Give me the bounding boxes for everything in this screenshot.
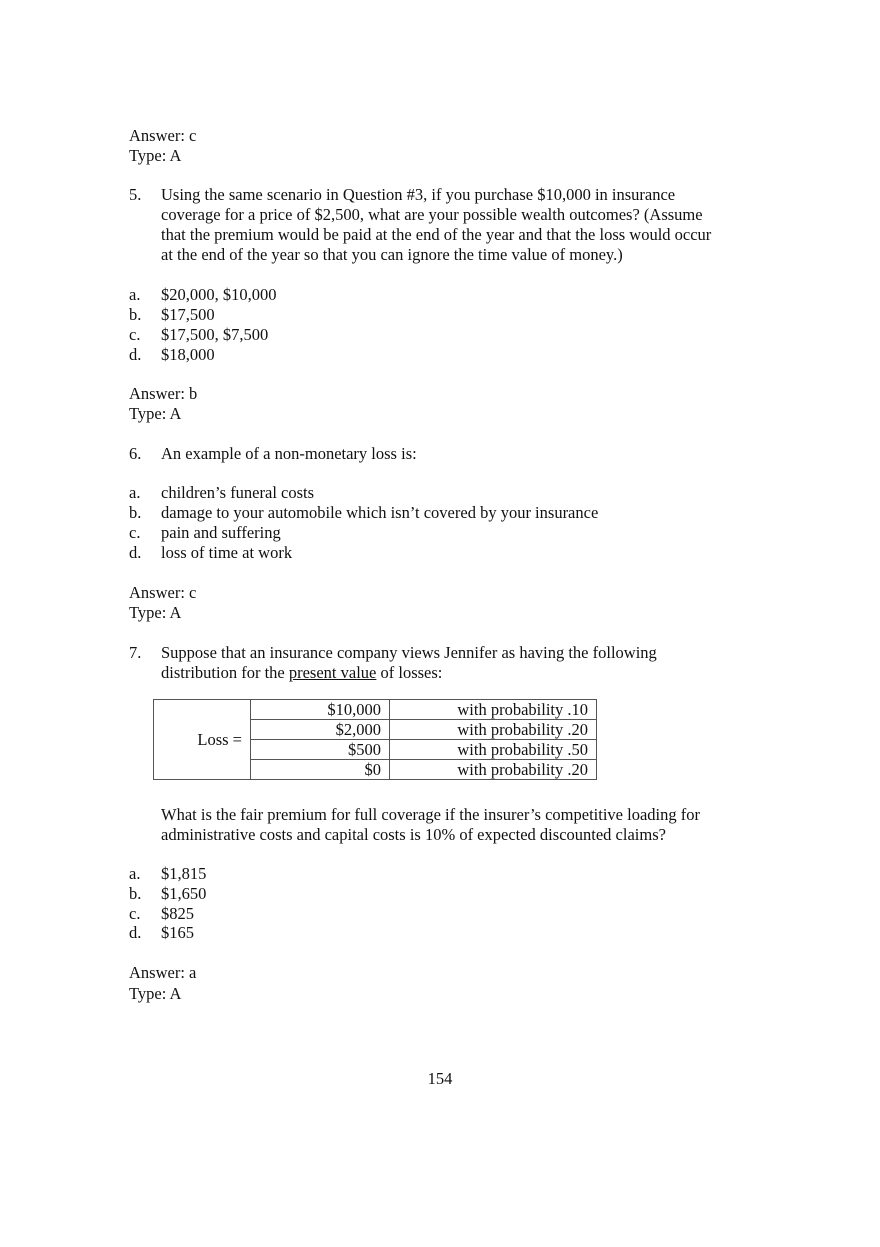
q6-option-b-text: damage to your automobile which isn’t covered by your insurance [161, 503, 599, 522]
question-7-follow-line: What is the fair premium for full coverage if the insurer’s competitive loading for [161, 805, 700, 824]
loss-amount: $0 [251, 760, 390, 780]
q7-option-d-text: $165 [161, 923, 194, 942]
previous-type: Type: A [129, 146, 182, 165]
question-5-number: 5. [129, 185, 142, 204]
question-7-line-post: of losses: [376, 663, 443, 682]
loss-amount: $10,000 [251, 700, 390, 720]
q5-option-b-text: $17,500 [161, 305, 215, 324]
loss-label: Loss = [154, 700, 251, 780]
q7-option-a-text: $1,815 [161, 864, 207, 883]
question-7-line-pre: distribution for the [161, 663, 289, 682]
loss-probability: with probability .50 [390, 740, 597, 760]
question-7-number: 7. [129, 643, 142, 662]
q5-option-a-text: $20,000, $10,000 [161, 285, 277, 304]
q7-option-c-text: $825 [161, 904, 194, 923]
question-6-number: 6. [129, 444, 142, 463]
question-6-type: Type: A [129, 603, 182, 622]
q7-option-a-letter: a. [129, 864, 141, 883]
q7-option-c-letter: c. [129, 904, 141, 923]
q5-option-b-letter: b. [129, 305, 142, 324]
previous-answer: Answer: c [129, 126, 197, 145]
q6-option-c-letter: c. [129, 523, 141, 542]
question-5-line: that the premium would be paid at the end of the year and that the loss would occur [161, 225, 712, 244]
q6-option-d-letter: d. [129, 543, 142, 562]
q5-option-a-letter: a. [129, 285, 141, 304]
q5-option-c-letter: c. [129, 325, 141, 344]
page-number: 154 [427, 1069, 453, 1088]
question-7-follow-up [161, 805, 761, 845]
question-5-answer: Answer: b [129, 384, 198, 403]
loss-probability: with probability .10 [390, 700, 597, 720]
q7-option-b-text: $1,650 [161, 884, 207, 903]
question-6-answer: Answer: c [129, 583, 197, 602]
question-5-line: at the end of the year so that you can ignore the time value of money.) [161, 245, 623, 264]
question-5-line: Using the same scenario in Question #3, if you purchase $10,000 in insurance [161, 185, 676, 204]
q6-option-a-text: children’s funeral costs [161, 483, 315, 502]
loss-probability: with probability .20 [390, 720, 597, 740]
q5-option-c-text: $17,500, $7,500 [161, 325, 269, 344]
loss-amount: $500 [251, 740, 390, 760]
question-7-text [161, 643, 761, 683]
question-5-type: Type: A [129, 404, 182, 423]
question-5-text [161, 185, 761, 265]
question-7-type: Type: A [129, 984, 182, 1003]
q7-option-d-letter: d. [129, 923, 142, 942]
present-value-underlined: present value [288, 663, 377, 682]
q6-option-c-text: pain and suffering [161, 523, 281, 542]
q5-option-d-text: $18,000 [161, 345, 215, 364]
q6-option-a-letter: a. [129, 483, 141, 502]
loss-distribution-table [153, 699, 597, 780]
q5-option-d-letter: d. [129, 345, 142, 364]
question-7-line [161, 663, 761, 683]
q7-option-b-letter: b. [129, 884, 142, 903]
question-6-text: An example of a non-monetary loss is: [161, 444, 417, 463]
loss-probability: with probability .20 [390, 760, 597, 780]
question-7-answer: Answer: a [129, 963, 197, 982]
loss-amount: $2,000 [251, 720, 390, 740]
question-5-line: coverage for a price of $2,500, what are your possible wealth outcomes? (Assume [161, 205, 703, 224]
q6-option-d-text: loss of time at work [161, 543, 293, 562]
q6-option-b-letter: b. [129, 503, 142, 522]
question-7-follow-line: administrative costs and capital costs is 10% of expected discounted claims? [161, 825, 666, 844]
table-row [154, 700, 597, 720]
question-7-line: Suppose that an insurance company views Jennifer as having the following [161, 643, 657, 662]
